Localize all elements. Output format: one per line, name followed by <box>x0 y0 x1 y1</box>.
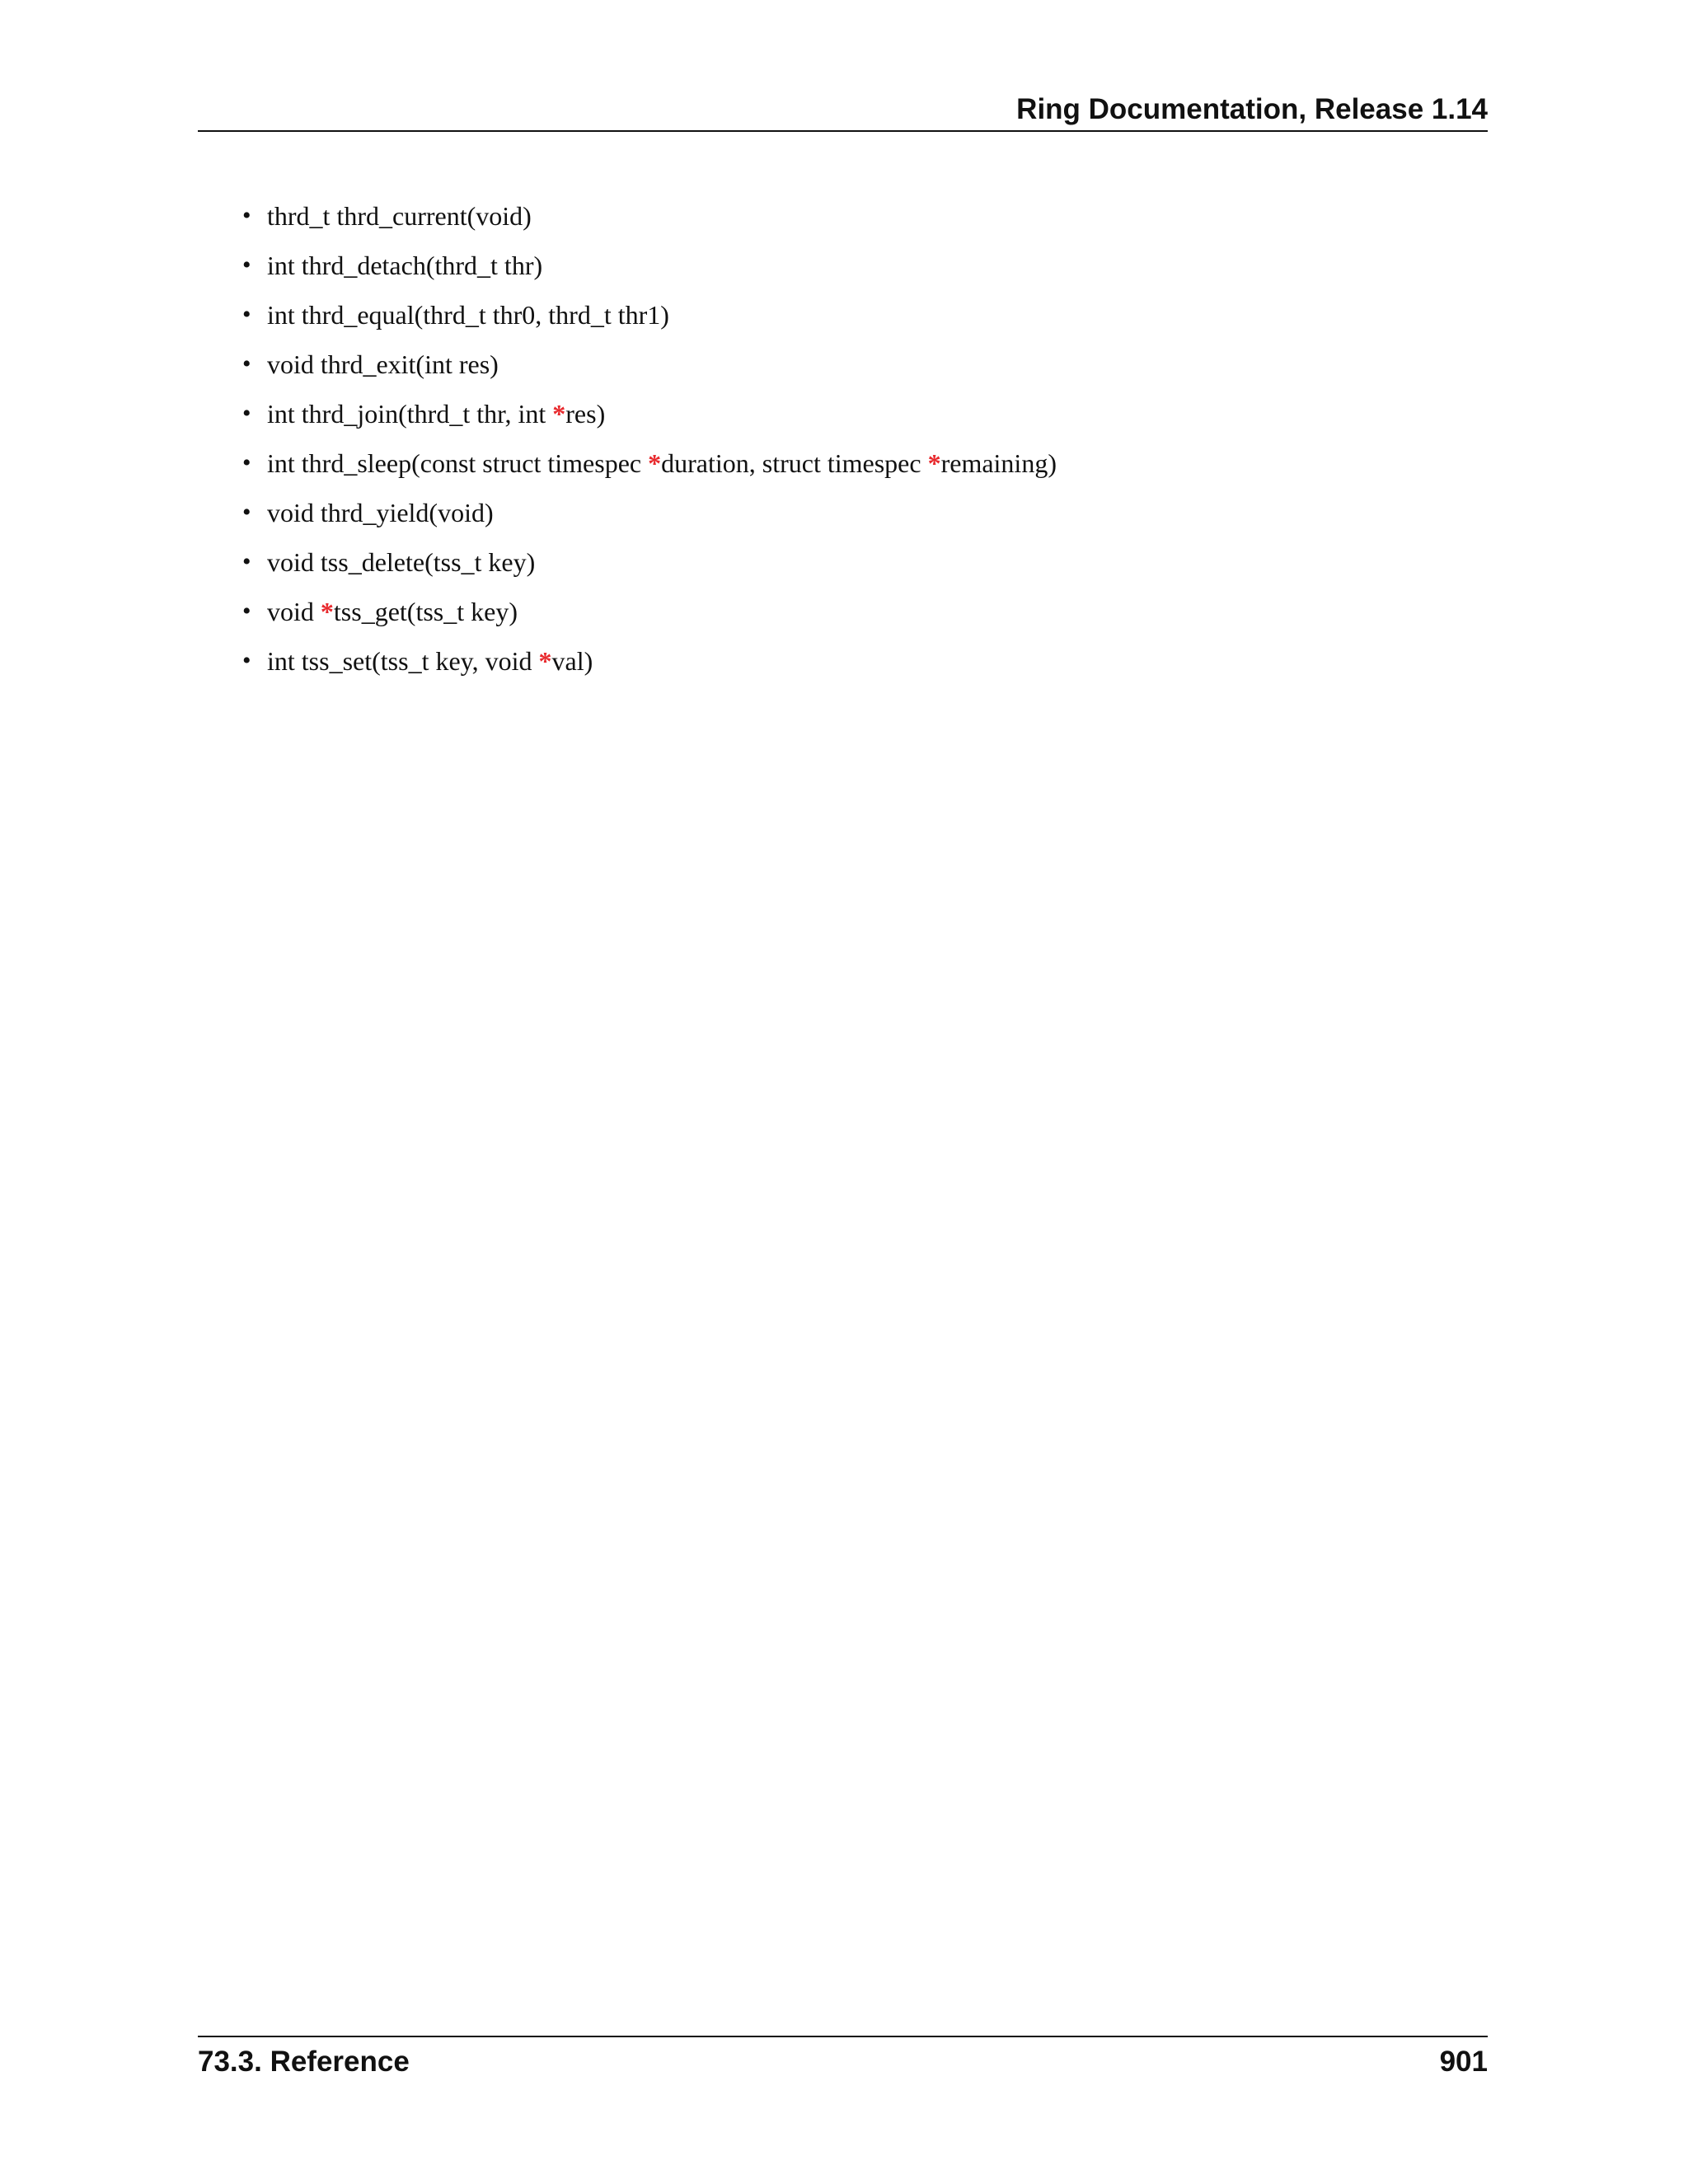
bullet-icon: • <box>242 400 251 427</box>
signature-text: int thrd_sleep(const struct timespec <box>267 448 649 478</box>
signature-text: val) <box>551 646 593 676</box>
bullet-icon: • <box>242 202 251 229</box>
list-item <box>198 587 1488 636</box>
bullet-icon: • <box>242 449 251 476</box>
list-item <box>198 537 1488 587</box>
list-item <box>198 191 1488 241</box>
signature-text: int thrd_detach(thrd_t thr) <box>267 251 543 280</box>
signature-text: int thrd_equal(thrd_t thr0, thrd_t thr1) <box>267 300 669 330</box>
signature-text: void thrd_yield(void) <box>267 498 494 527</box>
list-item <box>198 636 1488 686</box>
pointer-asterisk: * <box>552 399 566 429</box>
page-header <box>198 89 1488 132</box>
page-number: 901 <box>1439 2046 1488 2078</box>
pointer-asterisk: * <box>648 448 662 478</box>
document-title: Ring Documentation, Release 1.14 <box>1016 93 1488 125</box>
bullet-icon: • <box>242 301 251 328</box>
list-item <box>198 340 1488 389</box>
bullet-icon: • <box>242 647 251 674</box>
signature-text: int thrd_join(thrd_t thr, int <box>267 399 553 429</box>
list-item <box>198 488 1488 537</box>
signature-text: int tss_set(tss_t key, void <box>267 646 539 676</box>
list-item <box>198 241 1488 290</box>
pointer-asterisk: * <box>320 597 334 626</box>
signature-text: remaining) <box>940 448 1057 478</box>
signature-text: tss_get(tss_t key) <box>333 597 518 626</box>
signature-text: res) <box>565 399 606 429</box>
list-item <box>198 438 1488 488</box>
list-item <box>198 389 1488 438</box>
page-footer <box>198 2036 1488 2082</box>
signature-text: void tss_delete(tss_t key) <box>267 547 536 577</box>
bullet-icon: • <box>242 598 251 625</box>
bullet-icon: • <box>242 548 251 575</box>
signature-text: void <box>267 597 321 626</box>
signature-text: void thrd_exit(int res) <box>267 349 499 379</box>
list-item <box>198 290 1488 340</box>
signature-text: duration, struct timespec <box>661 448 928 478</box>
page-content <box>198 191 1488 686</box>
pointer-asterisk: * <box>538 646 552 676</box>
signature-text: thrd_t thrd_current(void) <box>267 201 532 231</box>
section-label: 73.3. Reference <box>198 2046 410 2078</box>
bullet-icon: • <box>242 251 251 279</box>
function-list <box>198 191 1488 686</box>
bullet-icon: • <box>242 350 251 377</box>
bullet-icon: • <box>242 499 251 526</box>
pointer-asterisk: * <box>927 448 941 478</box>
